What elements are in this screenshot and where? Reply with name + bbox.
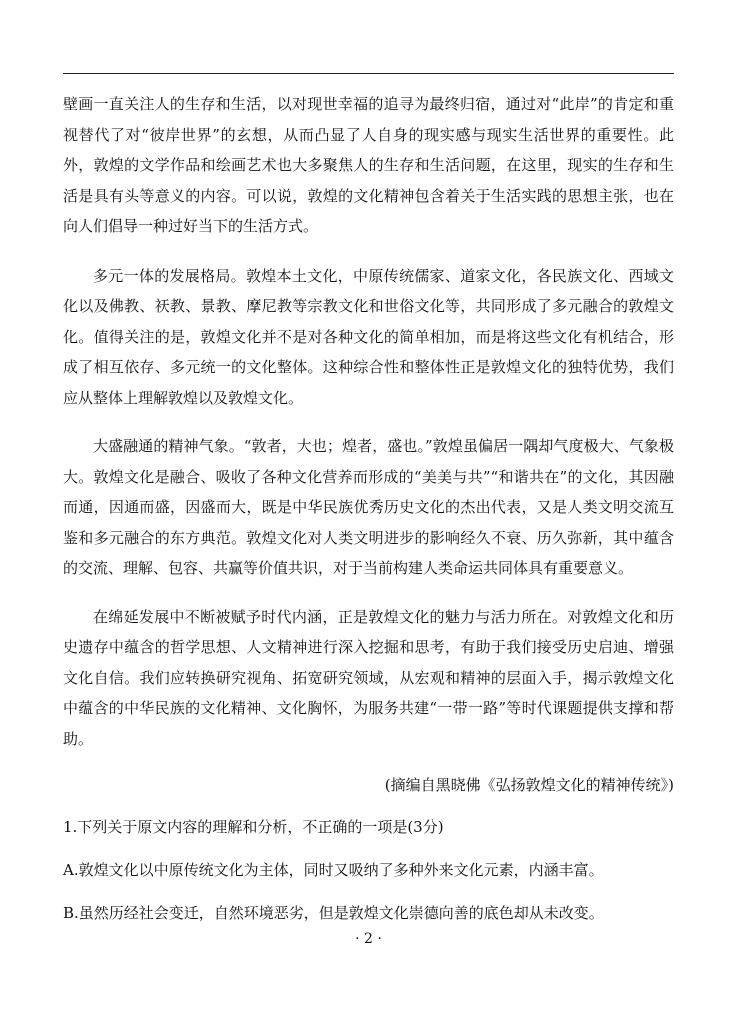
page-number: · 2 · bbox=[355, 931, 382, 947]
source-citation: (摘编自黑晓佛《弘扬敦煌文化的精神传统》) bbox=[384, 776, 674, 794]
header-rule bbox=[63, 73, 674, 74]
paragraph-2: 多元一体的发展格局。敦煌本土文化，中原传统儒家、道家文化，各民族文化、西域文化以及佛教、祆教、景教、摩尼教等宗教文化和世俗文化等，共同形成了多元融合的敦煌文化。值得关注的是，敦煌文化并不是对各种文化的简单相加，而是将这些文化有机结合，形成了相互依存、多元统一的文化整体。这种综合性和整体性正是敦煌文化的独特优势，我们应从整体上理解敦煌以及敦煌文化。 bbox=[63, 266, 674, 407]
paragraph-1: 壁画一直关注人的生存和生活，以对现世幸福的追寻为最终归宿，通过对“此岸”的肯定和重视替代了对“彼岸世界”的玄想，从而凸显了人自身的现实感与现实生活世界的重要性。此外，敦煌的文学作品和绘画艺术也大多聚焦人的生存和生活问题，在这里，现实的生存和生活是具有头等意义的内容。可以说，敦煌的文化精神包含着关于生活实践的思想主张，也在向人们倡导一种过好当下的生活方式。 bbox=[63, 95, 674, 235]
option-a: A.敦煌文化以中原传统文化为主体，同时又吸纳了多种外来文化元素，内涵丰富。 bbox=[63, 861, 604, 879]
paragraph-4: 在绵延发展中不断被赋予时代内涵，正是敦煌文化的魅力与活力所在。对敦煌文化和历史遗存中蕴含的哲学思想、人文精神进行深入挖掘和思考，有助于我们接受历史启迪、增强文化自信。我们应转换研究视角、拓宽研究领域，从宏观和精神的层面入手，揭示敦煌文化中蕴含的中华民族的文化精神、文化胸怀，为服务共建“一带一路”等时代课题提供支撑和帮助。 bbox=[63, 607, 674, 748]
paragraph-3: 大盛融通的精神气象。“敦者，大也；煌者，盛也。”敦煌虽偏居一隅却气度极大、气象极大。敦煌文化是融合、吸收了各种文化营养而形成的“美美与共”“和谐共在”的文化，其因融而通，因通而盛，因盛而大，既是中华民族优秀历史文化的杰出代表，又是人类文明交流互鉴和多元融合的东方典范。敦煌文化对人类文明进步的影响经久不衰、历久弥新，其中蕴含的交流、理解、包容、共赢等价值共识，对于当前构建人类命运共同体具有重要意义。 bbox=[63, 437, 674, 577]
option-b: B.虽然历经社会变迁，自然环境恶劣，但是敦煌文化崇德向善的底色却从未改变。 bbox=[63, 904, 604, 922]
passage-content bbox=[63, 89, 674, 943]
question-stem: 1.下列关于原文内容的理解和分析，不正确的一项是(3分) bbox=[63, 818, 444, 836]
